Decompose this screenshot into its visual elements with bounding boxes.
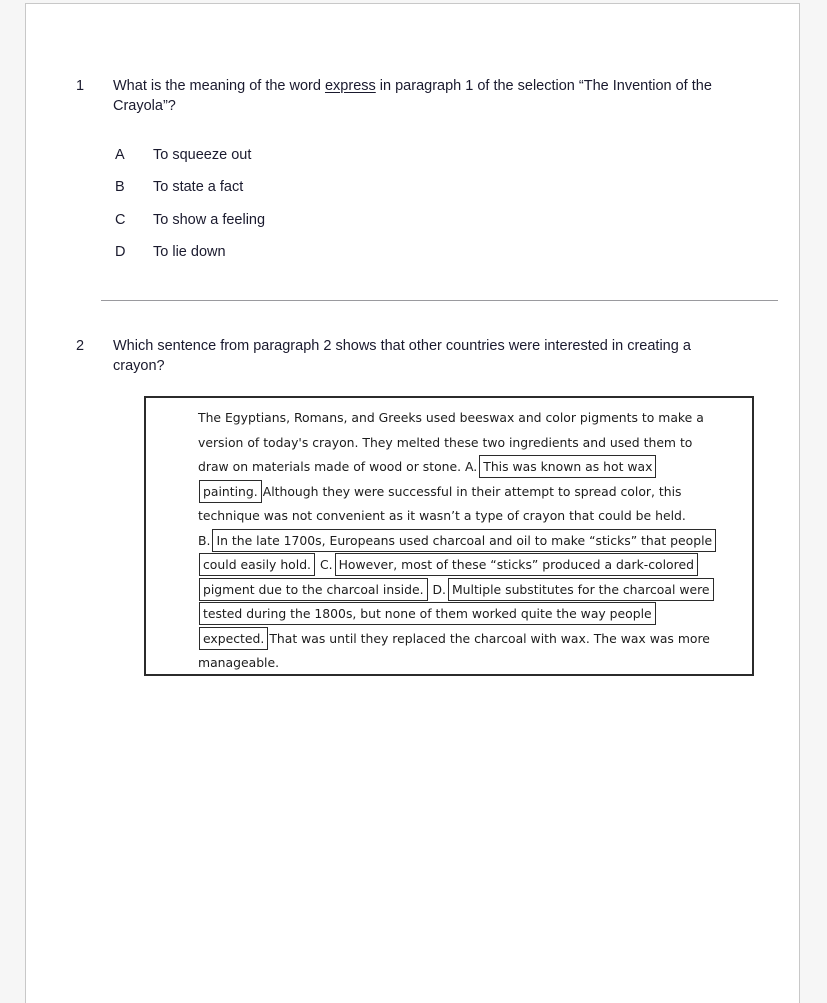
choice-c-label: C. xyxy=(319,557,333,572)
question-1-options xyxy=(115,147,615,277)
document-page xyxy=(25,3,800,1003)
selectable-sentence-b[interactable]: In the late 1700s, Europeans used charcoal and oil to make “sticks” that people could easily hold. xyxy=(199,529,716,577)
choice-d-label: D. xyxy=(432,581,446,597)
section-divider xyxy=(101,300,778,301)
choice-a-label: A. xyxy=(465,459,478,474)
option-b-letter: B xyxy=(115,179,125,196)
selectable-sentence-d[interactable]: Multiple substitutes for the charcoal were tested during the 1800s, but none of them worked quite the way people expected. xyxy=(199,578,714,650)
question-1 xyxy=(76,77,766,116)
selectable-sentence-a[interactable]: This was known as hot wax painting. xyxy=(199,455,656,503)
choice-b-label: B. xyxy=(198,532,211,548)
passage-mid-1: Although they were successful in their attempt to spread color, this technique was not convenient as it wasn’t a type of crayon that could be held. xyxy=(198,483,686,523)
question-2 xyxy=(76,337,776,376)
question-1-stem xyxy=(113,77,733,116)
passage-box xyxy=(144,396,754,676)
option-a-letter: A xyxy=(115,147,125,163)
passage-intro: The Egyptians, Romans, and Greeks used beeswax and color pigments to make a version of today's crayon. They melted these two ingredients and used them to draw on materials made of wood or stone. xyxy=(198,410,704,474)
question-1-stem-emphasis: express xyxy=(324,78,376,94)
question-2-stem: Which sentence from paragraph 2 shows that other countries were interested in creating a crayon? xyxy=(113,338,691,374)
option-c-letter: C xyxy=(115,211,126,228)
question-1-number: 1 xyxy=(76,78,85,94)
question-1-stem-before: What is the meaning of the word xyxy=(113,78,325,94)
option-b[interactable] xyxy=(115,179,615,211)
question-2-number: 2 xyxy=(76,338,85,354)
option-c-text: To show a feeling xyxy=(153,211,266,228)
option-d-text: To lie down xyxy=(153,244,226,261)
selectable-sentence-c[interactable]: However, most of these “sticks” produced a dark-colored pigment due to the charcoal inside. xyxy=(199,553,698,601)
option-a[interactable] xyxy=(115,147,615,179)
option-d-letter: D xyxy=(115,244,126,261)
option-d[interactable] xyxy=(115,244,615,276)
option-b-text: To state a fact xyxy=(153,179,244,196)
question-1-stem-after: in paragraph 1 of the selection “The Invention of the Crayola”? xyxy=(113,78,712,114)
option-c[interactable] xyxy=(115,212,615,244)
passage-outro: That was until they replaced the charcoal with wax. The wax was more manageable. xyxy=(198,630,710,670)
passage-text xyxy=(198,406,718,676)
option-a-text: To squeeze out xyxy=(153,147,252,163)
